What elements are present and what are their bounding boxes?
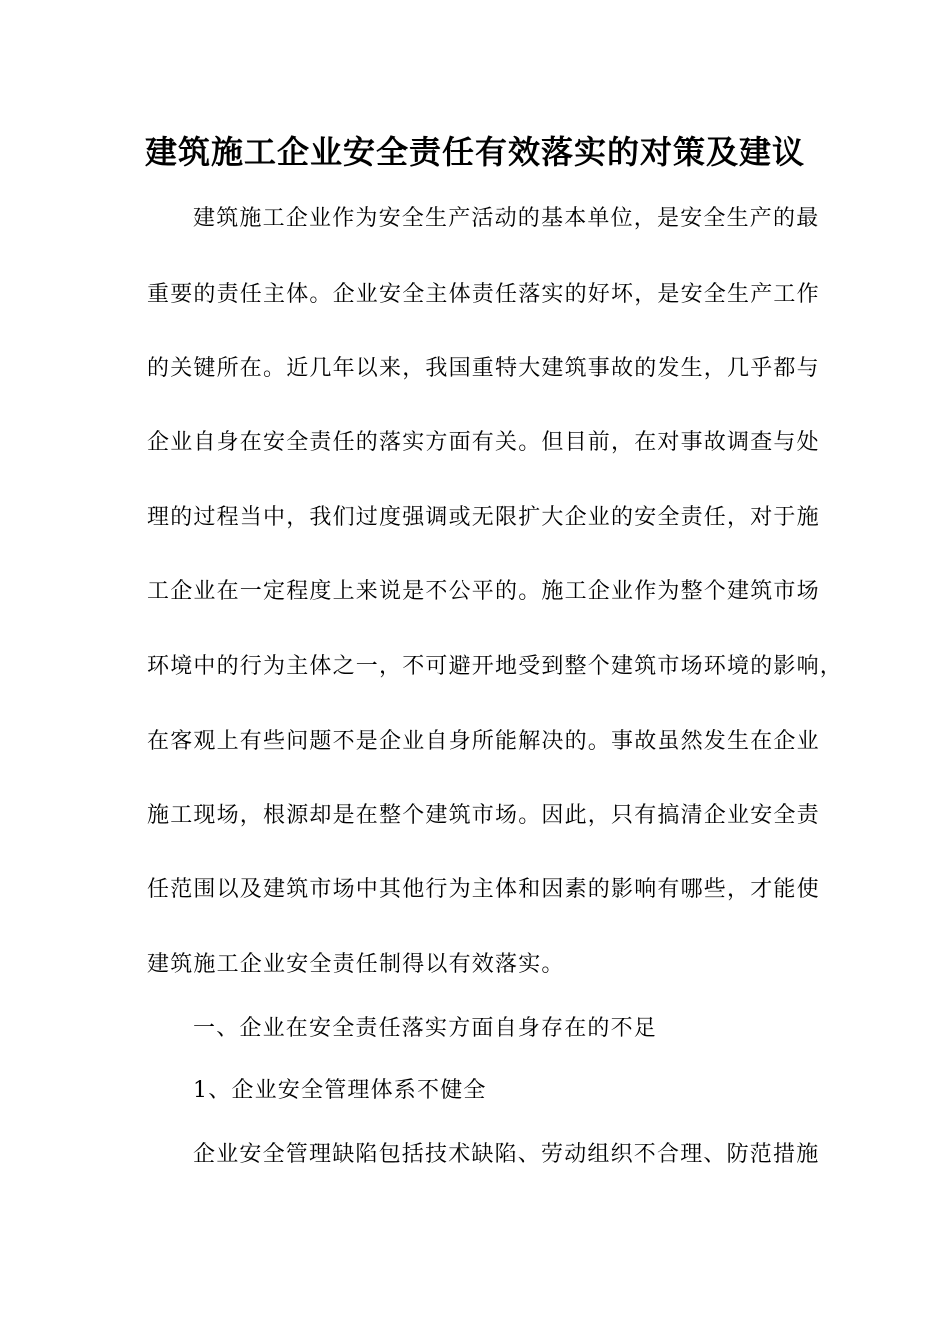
paragraph-line: 企业自身在安全责任的落实方面有关。但目前，在对事故调查与处 <box>147 430 820 455</box>
paragraph-line: 在客观上有些问题不是企业自身所能解决的。事故虽然发生在企业 <box>147 729 820 754</box>
paragraph-line: 企业安全管理缺陷包括技术缺陷、劳动组织不合理、防范措施 <box>193 1142 820 1167</box>
paragraph-line: 建筑施工企业作为安全生产活动的基本单位，是安全生产的最 <box>193 206 820 231</box>
paragraph-line: 建筑施工企业安全责任制得以有效落实。 <box>147 952 565 977</box>
paragraph-line: 理的过程当中，我们过度强调或无限扩大企业的安全责任，对于施 <box>147 505 820 530</box>
paragraph-line: 环境中的行为主体之一，不可避开地受到整个建筑市场环境的影响， <box>147 654 844 679</box>
paragraph-line: 重要的责任主体。企业安全主体责任落实的好坏，是安全生产工作 <box>147 282 820 307</box>
paragraph-line: 工企业在一定程度上来说是不公平的。施工企业作为整个建筑市场 <box>147 579 820 604</box>
paragraph-line: 任范围以及建筑市场中其他行为主体和因素的影响有哪些，才能使 <box>147 877 820 902</box>
section-heading: 一、企业在安全责任落实方面自身存在的不足 <box>193 1016 658 1041</box>
subsection-heading: 1、企业安全管理体系不健全 <box>193 1078 487 1103</box>
document-title: 建筑施工企业安全责任有效落实的对策及建议 <box>144 133 805 171</box>
paragraph-line: 施工现场，根源却是在整个建筑市场。因此，只有搞清企业安全责 <box>147 803 820 828</box>
paragraph-line: 的关键所在。近几年以来，我国重特大建筑事故的发生，几乎都与 <box>147 356 820 381</box>
